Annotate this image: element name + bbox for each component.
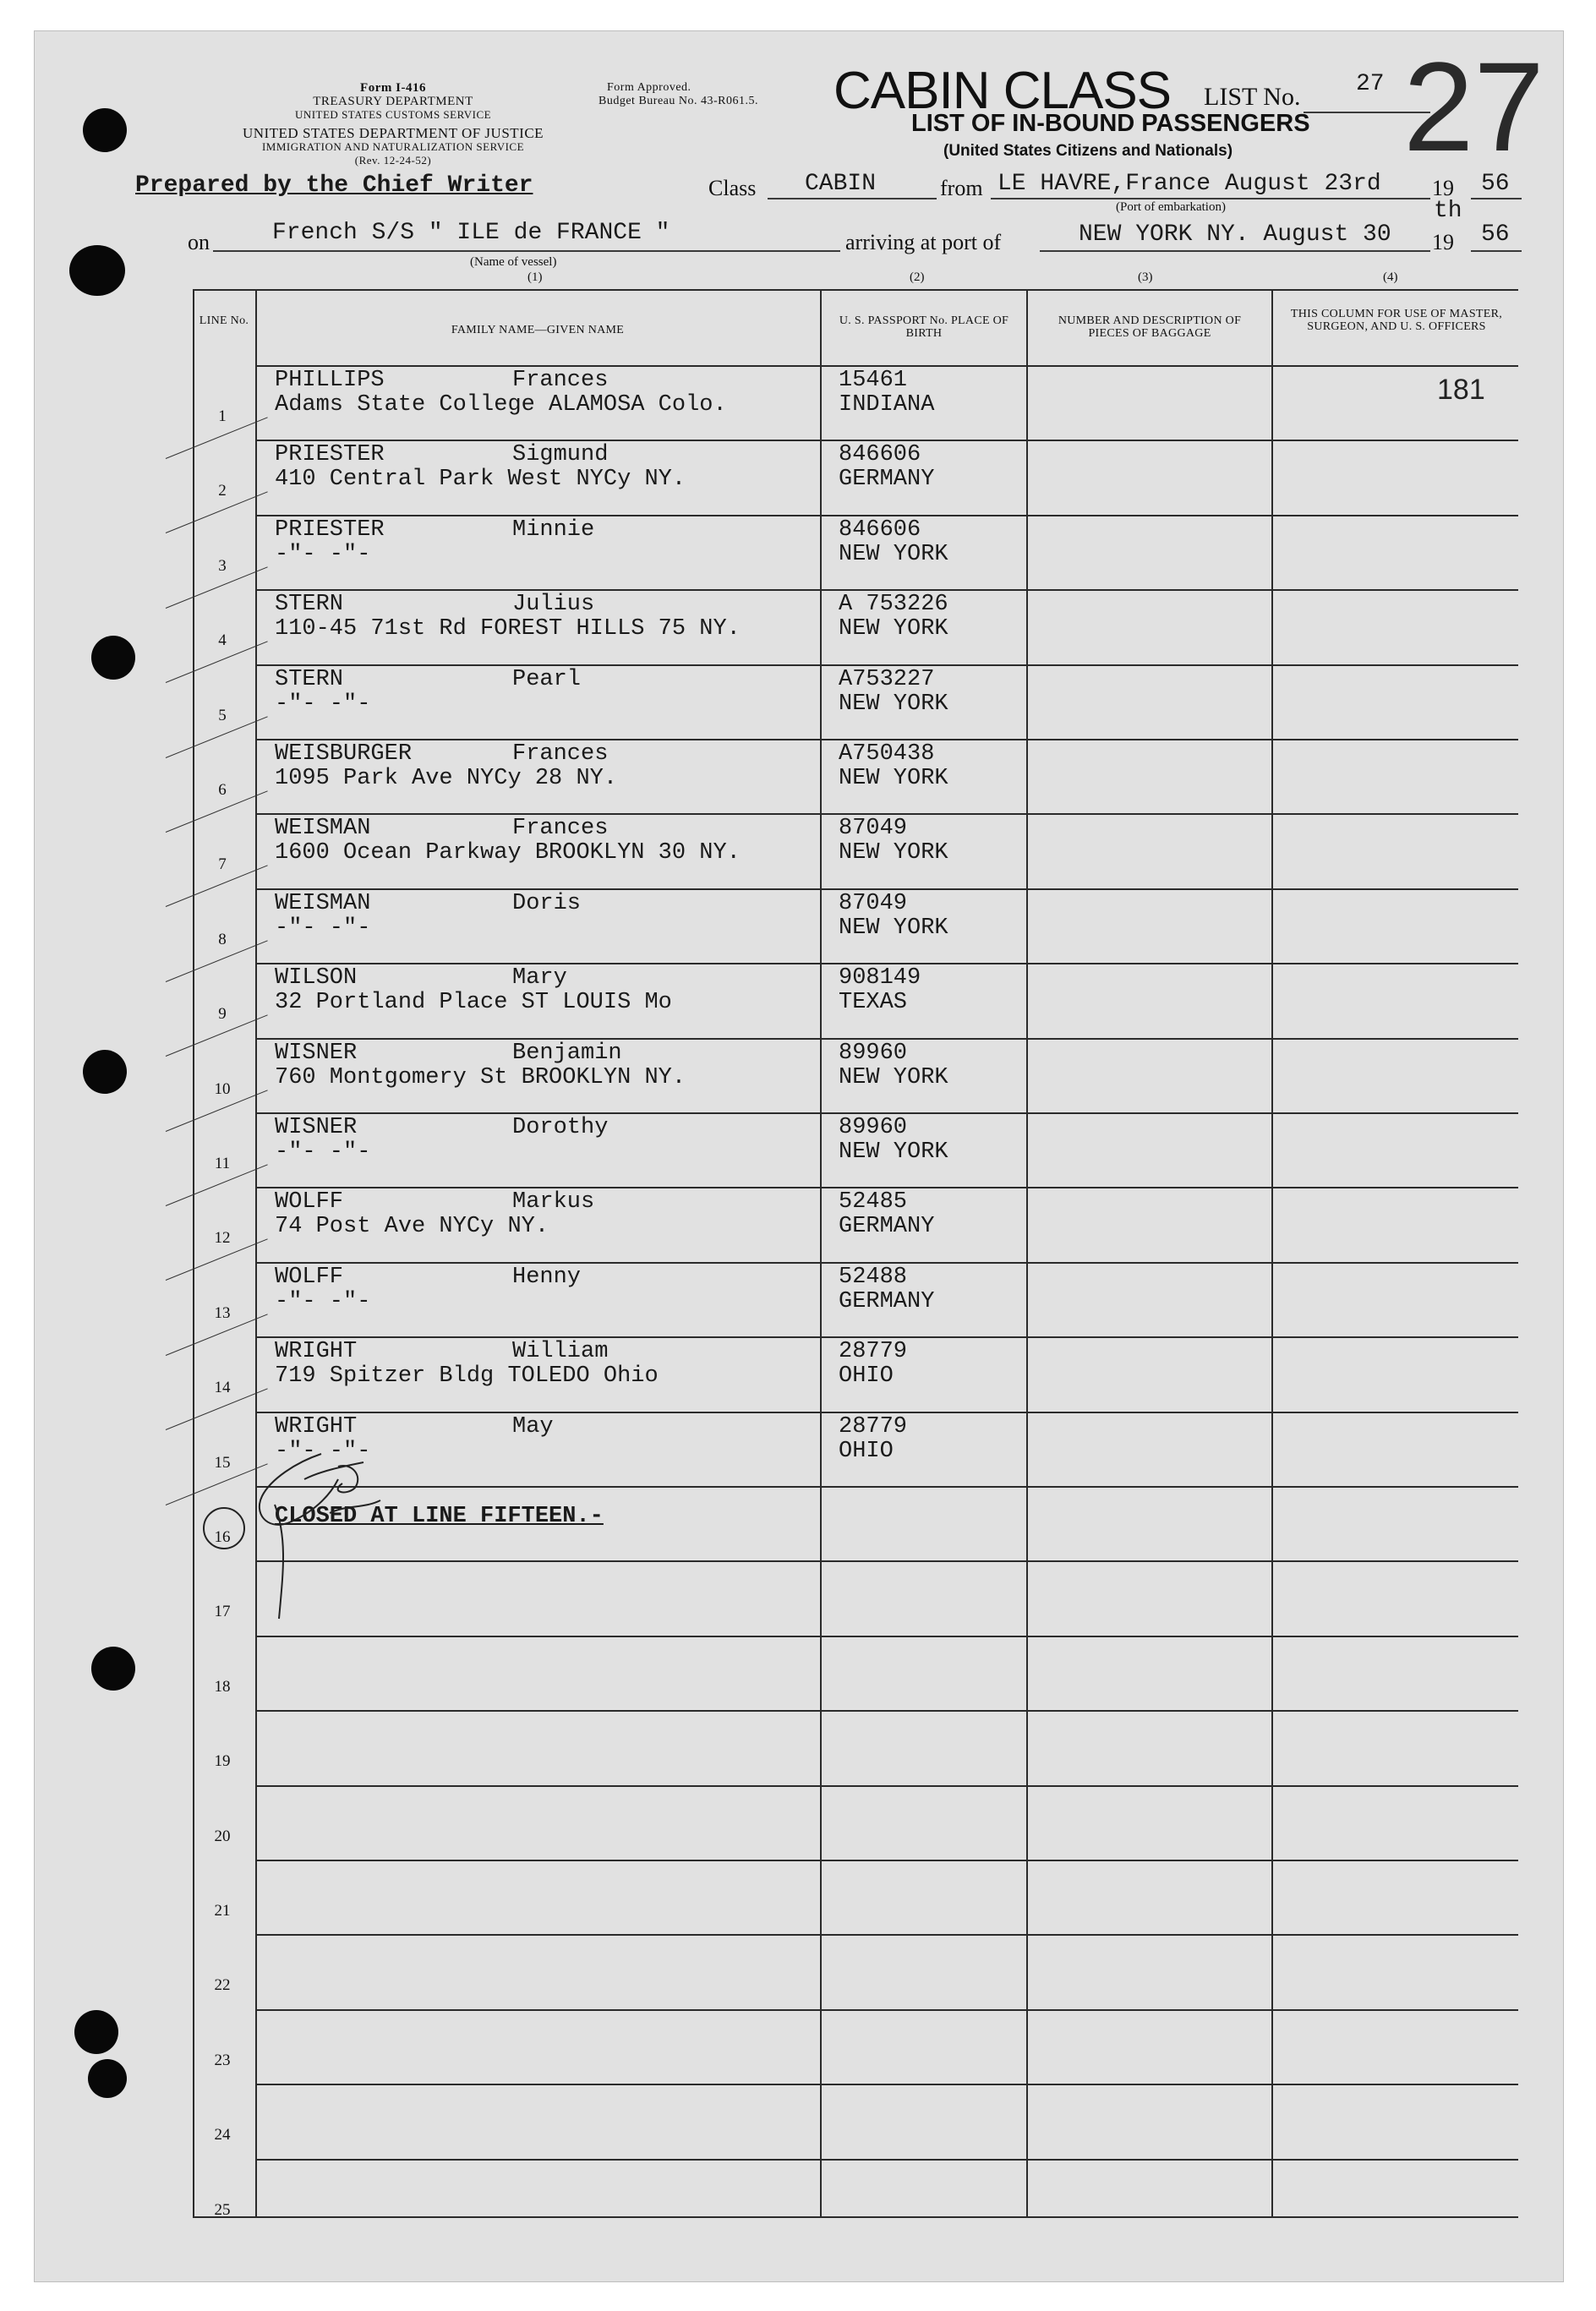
row-separator [255,515,1518,516]
line-number: 1 [218,407,227,425]
table-left-border [193,289,194,2216]
from-year-prefix: 19 [1432,176,1454,200]
table-bottom-border [193,2216,1518,2218]
given-name: Doris [512,890,582,916]
place-of-birth: OHIO [839,1438,894,1464]
line-number: 11 [214,1155,231,1172]
place-of-birth: GERMANY [839,467,935,493]
vessel-underline [213,250,840,252]
line-number: 5 [218,706,227,724]
line-number: 16 [214,1528,231,1546]
line-number: 21 [214,1902,231,1920]
row-separator [255,1412,1518,1413]
justice-dept: UNITED STATES DEPARTMENT OF JUSTICE [242,125,544,141]
customs-service: UNITED STATES CUSTOMS SERVICE [294,108,492,121]
row-separator [255,1262,1518,1264]
row-separator [255,888,1518,890]
budget-bureau: Budget Bureau No. 43-R061.5. [598,95,758,107]
row-separator [255,1038,1518,1040]
row-separator [255,1934,1518,1936]
name-divider [820,289,822,2216]
row-separator [255,1112,1518,1114]
row-separator [255,739,1518,740]
passport-number: 28779 [839,1413,908,1440]
line-number: 7 [218,855,227,874]
row-separator [255,589,1518,591]
form-header [190,81,596,167]
passport-number: 89960 [839,1115,908,1140]
line-no-divider [255,289,257,2216]
row-separator [255,2084,1518,2085]
row-separator [255,1636,1518,1637]
place-of-birth: INDIANA [839,392,935,418]
address: CLOSED AT LINE FIFTEEN.- [275,1504,604,1529]
punch-hole [83,108,127,152]
form-approved: Form Approved. [607,81,691,94]
line-number: 2 [218,482,227,500]
name-header: FAMILY NAME—GIVEN NAME [451,324,625,336]
punch-hole [91,1647,135,1691]
initials-scribble [260,1454,380,1619]
address: 110-45 71st Rd FOREST HILLS 75 NY. [275,616,741,642]
address: Adams State College ALAMOSA Colo. [275,392,727,418]
list-subtitle: LIST OF IN-BOUND PASSENGERS [911,110,1310,137]
line-16-circle [204,1508,244,1549]
arrival-year-underline [1471,250,1522,252]
passport-number: 87049 [839,890,908,916]
line-number: 3 [218,556,227,575]
arrival-value: NEW YORK NY. August 30 [1079,221,1391,248]
line-number: 14 [214,1379,231,1397]
arrival-year-prefix: 19 [1432,230,1454,254]
place-of-birth: NEW YORK [839,616,948,642]
line-number: 22 [214,1976,231,1995]
passport-number: 15461 [839,368,908,393]
given-name: Frances [512,368,609,393]
passport-number: A 753226 [839,592,948,618]
family-name: WEISBURGER [275,741,413,767]
list-no-typed: 27 [1356,71,1385,97]
family-name: WEISMAN [275,890,371,916]
punch-hole [91,636,135,680]
arrival-year: 56 [1481,221,1510,248]
row-separator [255,1336,1518,1338]
from-underline [991,198,1430,199]
form-number: Form I-416 [360,81,426,95]
family-name: STERN [275,666,344,692]
family-name: WILSON [275,965,358,992]
officers-header: THIS COLUMN FOR USE OF MASTER, SURGEON, AND U. S. OFFICERS [1290,308,1503,333]
row-separator [255,1860,1518,1861]
place-of-birth: TEXAS [839,990,908,1016]
line-number: 25 [214,2200,231,2219]
line-number: 19 [214,1752,231,1771]
address: 1600 Ocean Parkway BROOKLYN 30 NY. [275,840,741,866]
given-name: May [512,1413,554,1440]
family-name: WEISMAN [275,816,371,842]
family-name: PRIESTER [275,516,385,543]
given-name: Markus [512,1189,595,1216]
row-separator [255,664,1518,666]
passport-header: U. S. PASSPORT No. PLACE OF BIRTH [839,314,1009,340]
line-number: 6 [218,781,227,799]
line-number: 12 [214,1229,231,1248]
given-name: Julius [512,592,595,618]
class-underline [768,198,937,199]
col-num-1: (1) [527,270,543,284]
from-year: 56 [1481,171,1510,197]
row-separator [255,1785,1518,1787]
line-number: 17 [214,1603,231,1621]
baggage-header: NUMBER AND DESCRIPTION OF PIECES OF BAGGAGE [1058,314,1242,340]
family-name: WRIGHT [275,1339,358,1365]
from-label: from [940,176,983,200]
passport-number: 89960 [839,1040,908,1066]
place-of-birth: NEW YORK [839,541,948,567]
place-of-birth: NEW YORK [839,766,948,791]
prepared-by: Prepared by the Chief Writer [135,172,533,199]
family-name: STERN [275,592,344,618]
col-num-4: (4) [1383,270,1398,284]
punch-hole [74,2010,118,2054]
table-top-border [193,289,1518,291]
list-no-label: LIST No. [1204,83,1301,111]
row-separator [255,1187,1518,1188]
address: -"- -"- [275,915,371,941]
vessel-value: French S/S " ILE de FRANCE " [272,220,670,246]
given-name: Frances [512,741,609,767]
address: 760 Montgomery St BROOKLYN NY. [275,1064,686,1090]
address: 74 Post Ave NYCy NY. [275,1214,549,1240]
address: -"- -"- [275,1139,371,1165]
family-name: WOLFF [275,1189,344,1216]
row-separator [255,963,1518,964]
line-number: 15 [214,1453,231,1472]
line-number: 24 [214,2126,231,2144]
on-label: on [188,230,210,254]
baggage-divider [1271,289,1273,2216]
address: 719 Spitzer Bldg TOLEDO Ohio [275,1363,659,1390]
passport-number: 846606 [839,516,921,543]
cabin-class-title: CABIN CLASS [834,62,1172,120]
officer-note: 181 [1437,374,1485,406]
given-name: Sigmund [512,442,609,468]
budget-approval [598,81,758,108]
family-name: WRIGHT [275,1413,358,1440]
address: -"- -"- [275,1438,371,1464]
place-of-birth: GERMANY [839,1288,935,1314]
passport-number: A750438 [839,741,935,767]
family-name: WISNER [275,1040,358,1066]
from-value: LE HAVRE,France August 23rd [998,171,1381,197]
passport-number: A753227 [839,666,935,692]
address: -"- -"- [275,691,371,717]
line-number: 8 [218,930,227,948]
treasury-dept: TREASURY DEPARTMENT [313,95,473,108]
from-year-underline [1471,198,1522,199]
line-number: 13 [214,1303,231,1322]
row-separator [255,2159,1518,2161]
form-revision: (Rev. 12-24-52) [354,154,432,167]
form-sheet [34,30,1564,2282]
given-name: Frances [512,816,609,842]
line-number: 9 [218,1005,227,1024]
line-no-header: LINE No. [199,314,249,327]
given-name: Pearl [512,666,582,692]
given-name: Minnie [512,516,595,543]
place-of-birth: GERMANY [839,1214,935,1240]
line-number: 18 [214,1677,231,1696]
class-value: CABIN [805,171,877,197]
place-of-birth: NEW YORK [839,915,948,941]
punch-hole [69,245,125,296]
address: 410 Central Park West NYCy NY. [275,467,686,493]
punch-hole [88,2059,127,2098]
family-name: WOLFF [275,1264,344,1290]
passport-number: 28779 [839,1339,908,1365]
passport-divider [1026,289,1028,2216]
given-name: Mary [512,965,567,992]
list-paren: (United States Citizens and Nationals) [943,142,1233,160]
row-separator [255,365,1518,367]
embarkation-caption: (Port of embarkation) [1116,200,1226,214]
given-name: William [512,1339,609,1365]
col-num-2: (2) [910,270,925,284]
line-number: 4 [218,631,227,650]
row-separator [255,440,1518,441]
family-name: WISNER [275,1115,358,1140]
passport-number: 52488 [839,1264,908,1290]
address: 1095 Park Ave NYCy 28 NY. [275,766,618,791]
row-separator [255,2009,1518,2011]
given-name: Henny [512,1264,582,1290]
family-name: PHILLIPS [275,368,385,393]
line-number: 20 [214,1827,231,1845]
col-num-3: (3) [1138,270,1153,284]
place-of-birth: NEW YORK [839,691,948,717]
address: -"- -"- [275,541,371,567]
class-label: Class [708,176,757,200]
vessel-caption: (Name of vessel) [470,255,557,269]
arrival-underline [1040,250,1430,252]
family-name: PRIESTER [275,442,385,468]
passport-number: 846606 [839,442,921,468]
address: -"- -"- [275,1288,371,1314]
given-name: Benjamin [512,1040,622,1066]
passport-number: 52485 [839,1189,908,1216]
ins-service: IMMIGRATION AND NATURALIZATION SERVICE [261,140,525,153]
signature-mark [194,1429,465,1631]
line-number: 23 [214,2051,231,2069]
address: 32 Portland Place ST LOUIS Mo [275,990,672,1016]
arriving-label: arriving at port of [845,230,1002,254]
passport-number: 908149 [839,965,921,992]
arrival-suffix: th [1434,198,1462,224]
line-number: 10 [214,1079,231,1098]
passport-number: 87049 [839,816,908,842]
place-of-birth: OHIO [839,1363,894,1390]
given-name: Dorothy [512,1115,609,1140]
row-separator [255,1710,1518,1712]
place-of-birth: NEW YORK [839,1064,948,1090]
list-no-stamp: 27 [1403,36,1544,178]
place-of-birth: NEW YORK [839,1139,948,1165]
row-separator [255,813,1518,815]
place-of-birth: NEW YORK [839,840,948,866]
punch-hole [83,1050,127,1094]
